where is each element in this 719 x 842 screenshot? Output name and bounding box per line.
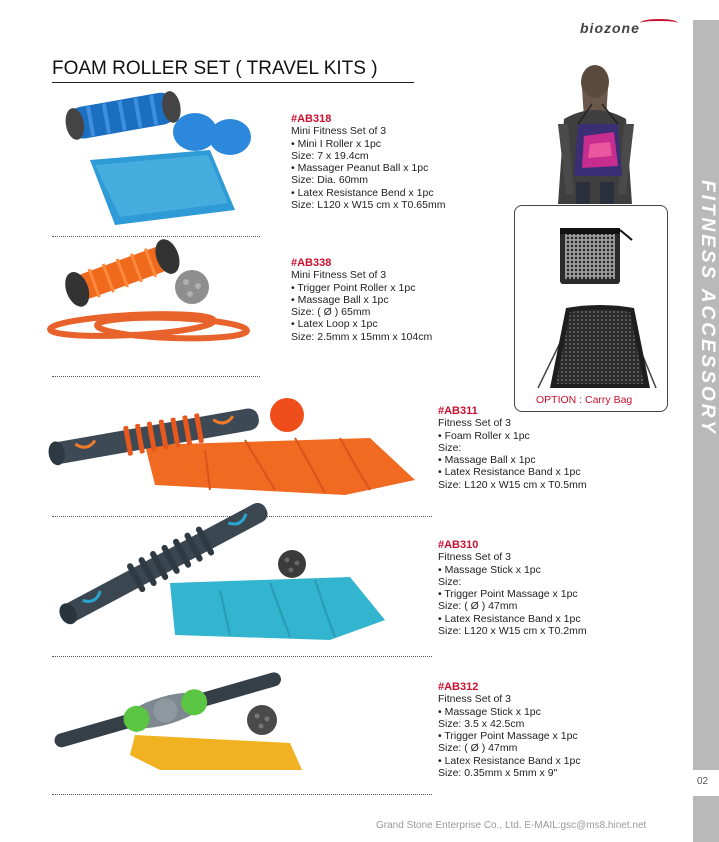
spec-line: • Latex Resistance Band x 1pc [438,754,581,767]
product-name: Mini Fitness Set of 3 [291,269,387,282]
product-code: #AB338 [291,257,332,269]
spec-line: Size: L120 x W15 cm x T0.2mm [438,625,587,638]
product-block-ab312 [438,681,581,779]
product-name: Mini Fitness Set of 3 [291,125,387,138]
product-image-ab312 [50,670,310,780]
side-banner-top-gap [693,0,719,20]
spec-line: • Massager Peanut Ball x 1pc [291,162,429,175]
model-with-carry-bag-photo [556,64,636,204]
spec-line: • Latex Resistance Bend x 1pc [291,186,434,199]
section-divider [52,376,260,377]
spec-line: • Foam Roller x 1pc [438,429,530,442]
title-underline [52,82,414,83]
spec-line: • Massage Ball x 1pc [438,454,536,467]
brand-swoosh-icon [640,19,678,27]
option-caption: OPTION : Carry Bag [536,394,633,406]
spec-line: • Latex Resistance Band x 1pc [438,612,581,625]
spec-line: • Mini I Roller x 1pc [291,137,382,150]
page-number: 02 [697,776,709,787]
product-code: #AB318 [291,113,332,125]
spec-line: Size: [438,575,462,588]
product-block-ab318 [291,113,445,211]
drawstring-bag-image [528,298,668,393]
product-name: Fitness Set of 3 [438,551,511,564]
spec-line: • Massage Ball x 1pc [291,293,389,306]
footer-contact: Grand Stone Enterprise Co., Ltd. E-MAIL:gsc@ms8.hinet.net [376,820,647,831]
spec-line: Size: L120 x W15 cm x T0.65mm [291,199,446,212]
product-block-ab311 [438,405,587,491]
product-name: Fitness Set of 3 [438,417,511,430]
brand-logo: biozone [580,20,640,36]
spec-line: Size: L120 x W15 cm x T0.5mm [438,478,587,491]
product-code: #AB311 [438,405,478,417]
section-divider [52,656,432,657]
product-block-ab338 [291,257,432,343]
spec-line: • Latex Resistance Band x 1pc [438,466,581,479]
spec-line: • Trigger Point Massage x 1pc [438,588,578,601]
spec-line: Size: [438,441,462,454]
side-banner-text: FITNESS ACCESSORY [697,180,718,436]
product-code: #AB310 [438,539,479,551]
spec-line: Size: ( Ø ) 47mm [438,600,518,613]
spec-line: • Latex Loop x 1pc [291,318,378,331]
spec-line: Size: ( Ø ) 65mm [291,306,371,319]
product-code: #AB312 [438,681,479,693]
spec-line: Size: Dia. 60mm [291,174,369,187]
spec-line: • Massage Stick x 1pc [438,705,541,718]
spec-line: Size: 2.5mm x 15mm x 104cm [291,330,433,343]
product-block-ab310 [438,539,587,637]
product-name: Fitness Set of 3 [438,693,511,706]
product-image-ab318 [60,95,260,235]
spec-line: Size: 0.35mm x 5mm x 9" [438,767,558,780]
product-image-ab310 [50,525,390,650]
spec-line: • Massage Stick x 1pc [438,563,541,576]
spec-line: Size: ( Ø ) 47mm [438,742,518,755]
spec-line: Size: 7 x 19.4cm [291,149,369,162]
mesh-pouch-image [554,220,634,290]
spec-line: Size: 3.5 x 42.5cm [438,717,525,730]
product-image-ab311 [45,390,415,505]
spec-line: • Trigger Point Massage x 1pc [438,730,578,743]
section-divider [52,236,260,237]
page-title: FOAM ROLLER SET ( TRAVEL KITS ) [52,58,378,79]
product-image-ab338 [52,242,252,372]
section-divider [52,794,432,795]
spec-line: • Trigger Point Roller x 1pc [291,281,416,294]
